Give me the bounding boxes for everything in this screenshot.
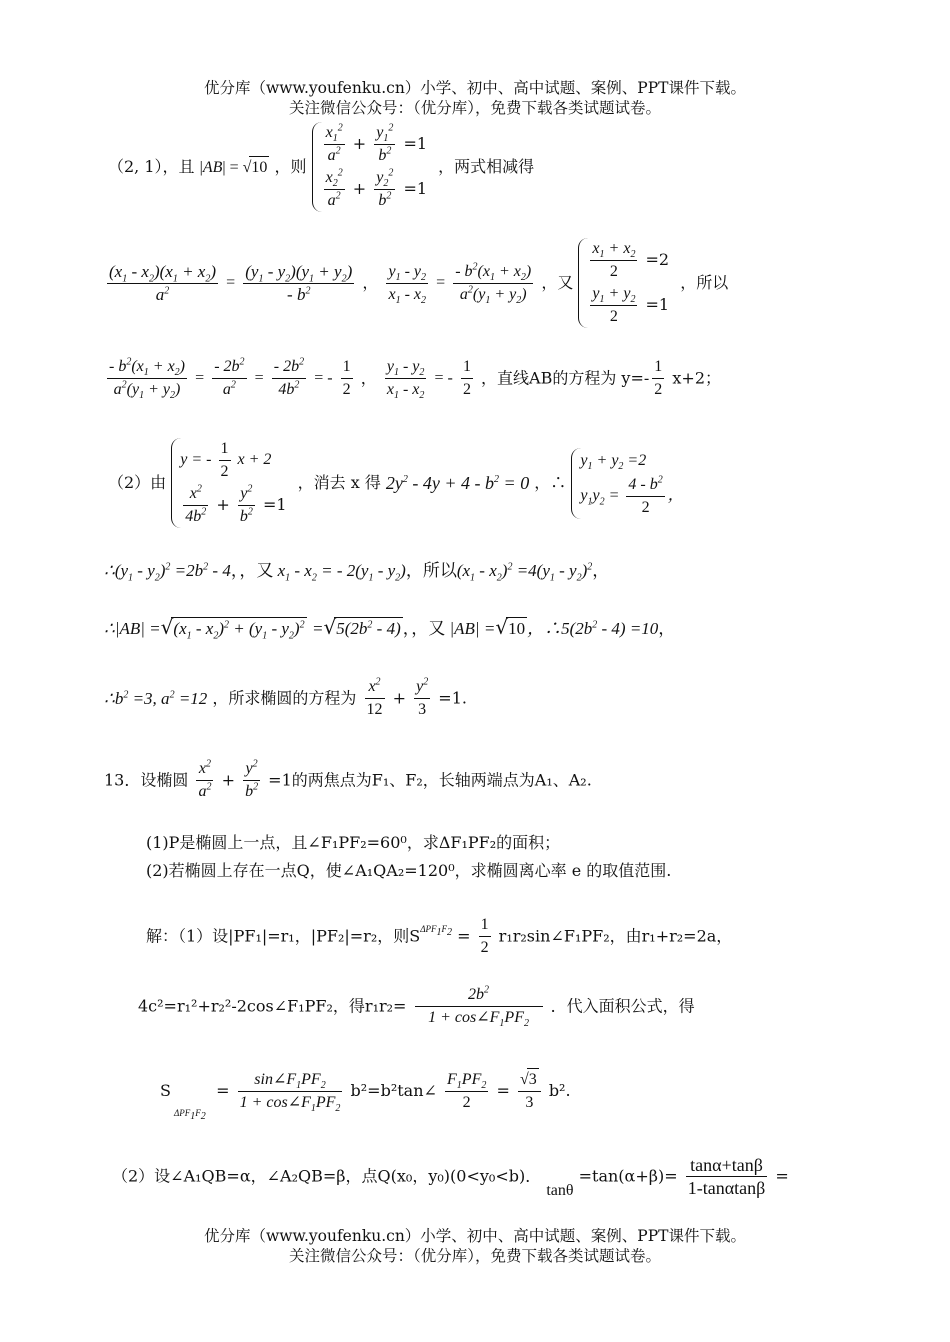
page-header [0, 78, 950, 118]
header-line-2: 关注微信公众号：（优分库），免费下载各类试题试卷。 [288, 99, 661, 117]
footer-line-1: 优分库（www.youfenku.cn）小学、初中、高中试题、案例、PPT课件下载。 [203, 1227, 747, 1245]
solution-line-6: ∴|AB| $=√(x_1 - x_2)^2 + (y_1 - y_2)^2 =√5(2b^2 - 4)$ ，，又 |AB| =√10 ，$\therefore 5(2b^2 - 4) =10$， [104, 615, 676, 642]
page-footer [0, 1226, 950, 1266]
equation-system-2: $\frac{x_1 + x_2}{2}$ =2 $\frac{y_1 + y_2}{2}$ =1 [578, 238, 675, 328]
solution-line-3: $\frac{- b^2(x_1 + x_2)}{a^2(y_1 + y_2)}$ = $\frac{- 2b^2}{a^2}$ = $\frac{- 2b^2}{4b^2}$ = - $\frac{1}{2}$ ， $\frac{y_1 - y_2}{x_1 - x_2}$ = - $\frac{1}{2}$ ，直线AB的方程为 y=- $\frac{1}{2}$ x+2； [109, 356, 721, 402]
footer-line-2: 关注微信公众号：（优分库），免费下载各类试题试卷。 [288, 1247, 661, 1265]
equation-system-3: y = - $\frac{1}{2}$ x + 2 $\frac{x^2}{4b^2}$ + $\frac{y^2}{b^2}$ =1 [171, 438, 292, 528]
solution-13-line-1: 解：（1）设|PF₁|=r₁，|PF₂|=r₂，则$S^{\Delta PF_1F_2}$ = $\frac{1}{2}$ r₁r₂sin∠F₁PF₂，由r₁+r₂=2a， [146, 916, 733, 956]
solution-line-2: $\frac{(x_1 - x_2)(x_1 + x_2)}{a^2}$ = $\frac{(y_1 - y_2)(y_1 + y_2)}{- b^2}$ ， $\frac{y_1 - y_2}{x_1 - x_2}$ = $\frac{- b^2(x_1 + x_2)}{a^2(y_1 + y_2)}$ ，又 $\frac{x_1 + x_2}{2}$ =2 $\frac{y_1 + y_2}{2}$ =1 ，所以 [104, 238, 728, 328]
problem-13-part-1: (1)P是椭圆上一点，且∠F₁PF₂=60⁰，求ΔF₁PF₂的面积； [146, 833, 561, 852]
equation-system-1: $\frac{x_1^2}{a^2}$ + $\frac{y_1^2}{b^2}$ =1 $\frac{x_2^2}{a^2}$ + $\frac{y_2^2}{b^2}$ =1 [312, 122, 433, 212]
header-line-1: 优分库（www.youfenku.cn）小学、初中、高中试题、案例、PPT课件下载。 [203, 79, 747, 97]
solution-13-line-3: S $\Delta PF_1F_2$ = $\frac{\sin\angle F_1PF_2}{1 + \cos\angle F_1PF_2}$ b²=b²tan∠ $\frac{F_1PF_2}{2}$ = $\frac{√3}{3}$ b². [160, 1068, 571, 1114]
solution-line-5: $\therefore(y_1 - y_2)^2 =2b^2 - 4$，，又 $x_1 - x_2$ = - $2(y_1 - y_2)$，所以$(x_1 - x_2)^2 =4(y_1 - y_2)^2$， [104, 561, 610, 584]
problem-13: 13．设椭圆 $\frac{x^2}{a^2}$ + $\frac{y^2}{b^2}$ =1的两焦点为F₁、F₂，长轴两端点为A₁、A₂. [104, 758, 592, 800]
solution-line-7: $\therefore b^2 =3$, $a^2 =12$ ，所求椭圆的方程为 $\frac{x^2}{12}$ + $\frac{y^2}{3}$ =1. [104, 676, 467, 718]
problem-13-part-2: (2)若椭圆上存在一点Q，使∠A₁QA₂=120⁰，求椭圆离心率 e 的取值范围. [146, 861, 672, 880]
solution-line-4: （2）由 y = - $\frac{1}{2}$ x + 2 $\frac{x^2}{4b^2}$ + $\frac{y^2}{b^2}$ =1 ，消去 x 得 $2y^2 - 4y + 4 - b^2 = 0$ ，∴ $y_1 + y_2 =2$ $y_1y_2$ = $\frac{4 - b^2}{2}$ ， [108, 438, 690, 528]
solution-13-line-2: 4c²=r₁²+r₂²-2cos∠F₁PF₂，得r₁r₂= $\frac{2b^2}{1 + \cos\angle F_1PF_2}$ ．代入面积公式，得 [138, 984, 695, 1030]
equation-system-4: $y_1 + y_2 =2$ $y_1y_2$ = $\frac{4 - b^2}{2}$ ， [571, 448, 689, 519]
solution-13-part-2: （2）设∠A₁QB=α，∠A₂QB=β，点Q(x₀，y₀)(0<y₀<b)． tanθ =tan(α+β)= $\frac{\tan\alpha+\tan\beta}{1-\tan\alpha\tan\beta}$ = [112, 1155, 789, 1199]
solution-line-1: （2, 1），且 |AB| = √10 ，则 $\frac{x_1^2}{a^2}$ + $\frac{y_1^2}{b^2}$ =1 $\frac{x_2^2}{a^2}$ + $\frac{y_2^2}{b^2}$ =1 ，两式相减得 [108, 122, 534, 212]
